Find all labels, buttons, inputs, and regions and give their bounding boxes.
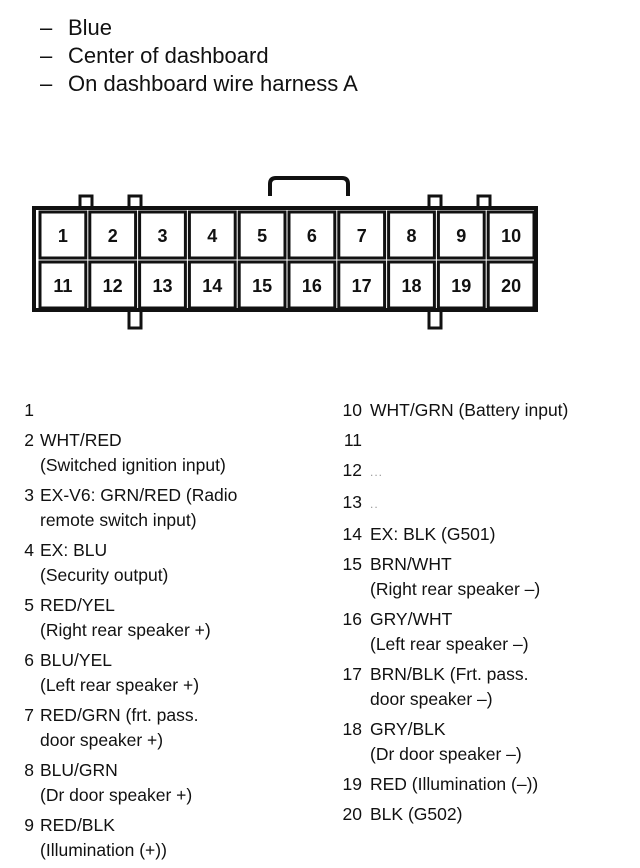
pin-entry-wire: ..: [370, 497, 379, 511]
pin-entry: [332, 717, 568, 767]
pin-number: 12: [102, 276, 123, 296]
pin-entry-number: 14: [342, 524, 362, 544]
pin-entry-number: 16: [342, 609, 362, 629]
pin-number: 6: [306, 226, 317, 246]
pin-entry: [332, 398, 568, 423]
info-text: Center of dashboard: [68, 43, 269, 68]
pin-entry: [16, 398, 237, 423]
pin-entry-number: 12: [342, 460, 362, 480]
pin-number: 19: [451, 276, 472, 296]
pin-entry-number: 15: [342, 554, 362, 574]
pin-entry-wire: EX-V6: GRN/RED (Radio: [40, 485, 238, 505]
pin-list-right: [332, 398, 568, 832]
pin-entry-number: 2: [24, 430, 34, 450]
pin-entry-number: 19: [342, 774, 362, 794]
connector-latch: [270, 178, 348, 196]
pin-entry-description: (Dr door speaker +): [40, 785, 193, 805]
pin-entry-wire: EX: BLU: [40, 540, 108, 560]
pin-entry: [332, 802, 568, 827]
pin-number: 20: [501, 276, 522, 296]
info-location: [40, 42, 358, 70]
pin-entry-wire: BLK (G502): [370, 804, 463, 824]
pin-entry-number: 17: [342, 664, 362, 684]
pin-entry-number: 9: [24, 815, 34, 835]
pin-entry-number: 7: [24, 705, 34, 725]
pin-entry: [332, 522, 568, 547]
dash: –: [40, 15, 53, 40]
pin-entry: [332, 428, 568, 453]
pin-entry-wire: [40, 400, 45, 420]
pin-entry-wire: RED/GRN (frt. pass.: [40, 705, 199, 725]
pin-entry: [16, 648, 237, 698]
pin-entry: [332, 607, 568, 657]
pin-number: 15: [252, 276, 273, 296]
pin-entry-number: 20: [342, 804, 362, 824]
pin-entry: [332, 490, 568, 517]
pin-entry-number: 10: [342, 400, 362, 420]
pin-entry: [332, 662, 568, 712]
pin-number: 7: [356, 226, 367, 246]
pin-entry: [332, 458, 568, 485]
pin-entry-description: (Left rear speaker –): [370, 634, 529, 654]
pin-entry-wire: GRY/WHT: [370, 609, 453, 629]
info-harness: [40, 70, 358, 98]
pin-entry-wire: GRY/BLK: [370, 719, 446, 739]
pin-entry-wire: BRN/WHT: [370, 554, 452, 574]
pin-entry-wire: WHT/RED: [40, 430, 122, 450]
pin-number: 11: [53, 276, 73, 296]
pin-number: 13: [152, 276, 173, 296]
pin-entry-description: (Right rear speaker –): [370, 579, 541, 599]
pin-entry: [16, 428, 237, 478]
pin-entry-description: (Security output): [40, 565, 169, 585]
pin-entry-description: (Illumination (+)): [40, 840, 167, 860]
pin-entry-wire: BRN/BLK (Frt. pass.: [370, 664, 529, 684]
pin-entry-wire: ...: [370, 465, 384, 479]
pin-entry-number: 18: [342, 719, 362, 739]
pin-entry-number: 4: [24, 540, 34, 560]
pin-entry: [16, 538, 237, 588]
dash: –: [40, 43, 53, 68]
pin-number: 9: [456, 226, 467, 246]
pin-entry-number: 6: [24, 650, 34, 670]
connector-diagram: [0, 170, 640, 340]
pin-number: 1: [57, 226, 68, 246]
pin-entry: [332, 772, 568, 797]
pin-number: 18: [401, 276, 422, 296]
pin-entry-description: (Switched ignition input): [40, 455, 226, 475]
pin-number: 16: [301, 276, 322, 296]
pin-entry-number: 8: [24, 760, 34, 780]
pin-entry-wire: RED/BLK: [40, 815, 115, 835]
pin-entry: [16, 703, 237, 753]
connector-info-list: [40, 14, 358, 98]
pin-entry: [16, 813, 237, 863]
pin-entry-wire: EX: BLK (G501): [370, 524, 496, 544]
pin-number: 3: [157, 226, 168, 246]
pin-number: 5: [257, 226, 268, 246]
pin-number: 10: [501, 226, 522, 246]
pin-number: 17: [351, 276, 372, 296]
dash: –: [40, 71, 53, 96]
pin-entry-number: 13: [342, 492, 362, 512]
pin-entry-description: (Right rear speaker +): [40, 620, 211, 640]
pin-entry-number: 5: [24, 595, 34, 615]
pin-entry-description: remote switch input): [40, 510, 197, 530]
pin-entry: [16, 483, 237, 533]
pin-entry-wire: [370, 430, 375, 450]
info-color: [40, 14, 358, 42]
info-text: Blue: [68, 15, 113, 40]
pin-entry-description: door speaker +): [40, 730, 164, 750]
pin-entry: [16, 593, 237, 643]
pin-entry: [332, 552, 568, 602]
pin-number: 8: [406, 226, 417, 246]
pin-entry-wire: RED (Illumination (–)): [370, 774, 539, 794]
pin-entry-wire: RED/YEL: [40, 595, 115, 615]
pin-entry-wire: BLU/GRN: [40, 760, 118, 780]
pin-entry-description: door speaker –): [370, 689, 493, 709]
pin-entry-number: 11: [343, 430, 362, 450]
pin-entry-wire: WHT/GRN (Battery input): [370, 400, 569, 420]
pin-entry-description: (Dr door speaker –): [370, 744, 522, 764]
pin-list-left: [16, 398, 237, 868]
pin-entry-number: 1: [24, 400, 34, 420]
pin-entry: [16, 758, 237, 808]
pin-number: 4: [207, 226, 218, 246]
pin-entry-wire: BLU/YEL: [40, 650, 112, 670]
pin-entry-number: 3: [24, 485, 34, 505]
pin-number: 14: [202, 276, 223, 296]
info-text: On dashboard wire harness A: [68, 71, 358, 96]
pin-number: 2: [107, 226, 118, 246]
pin-entry-description: (Left rear speaker +): [40, 675, 200, 695]
